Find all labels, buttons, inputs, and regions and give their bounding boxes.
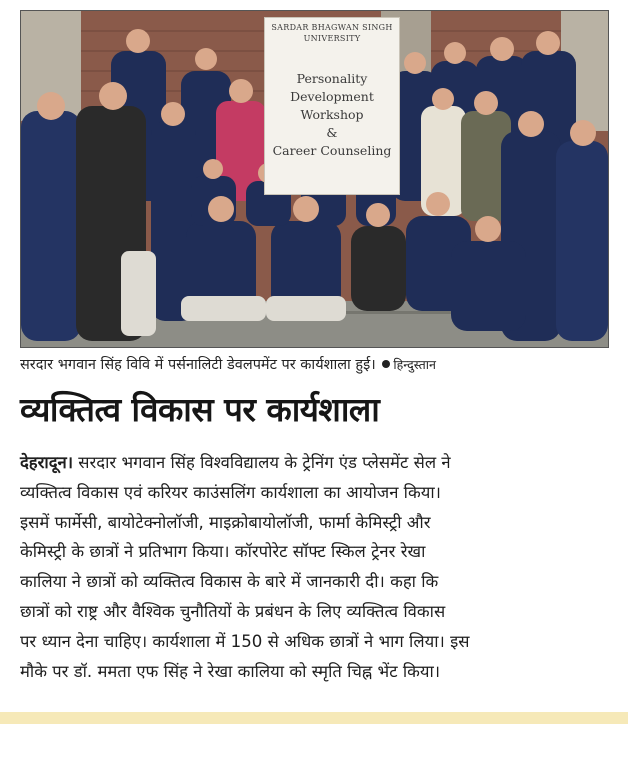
- banner-title: [265, 70, 399, 160]
- article-body: [20, 448, 612, 686]
- banner-line: Development: [290, 89, 374, 104]
- banner-line: Workshop: [300, 107, 364, 122]
- article-line: कालिया ने छात्रों को व्यक्तित्व विकास के बारे में जानकारी दी। कहा कि: [20, 572, 439, 592]
- workshop-banner: [264, 17, 400, 195]
- banner-line: &: [326, 125, 338, 140]
- article-line: व्यक्तित्व विकास एवं करियर काउंसलिंग कार्यशाला का आयोजन किया।: [20, 482, 441, 502]
- dateline: देहरादून।: [20, 453, 74, 472]
- group-photo: [20, 10, 609, 348]
- article-line: मौके पर डॉ. ममता एफ सिंह ने रेखा कालिया को स्मृति चिह्न भेंट किया।: [20, 661, 441, 681]
- banner-line: Personality: [296, 71, 368, 86]
- article-line: [20, 448, 612, 478]
- article-line: छात्रों को राष्ट्र और वैश्विक चुनौतियों के प्रबंधन के लिए व्यक्तित्व विकास: [20, 601, 446, 621]
- article-line: केमिस्ट्री के छात्रों ने प्रतिभाग किया। कॉरपोरेट सॉफ्ट स्किल ट्रेनर रेखा: [20, 542, 426, 562]
- article-text: सरदार भगवान सिंह विश्वविद्यालय के ट्रेनिंग एंड प्लेसमेंट सेल ने: [73, 453, 451, 472]
- article-line: पर ध्यान देना चाहिए। कार्यशाला में 150 से अधिक छात्रों ने भाग लिया। इस: [20, 631, 470, 651]
- article-line: इसमें फार्मेसी, बायोटेक्नोलॉजी, माइक्रोबायोलॉजी, फार्मा केमिस्ट्री और: [20, 512, 431, 532]
- photo-caption: [20, 354, 612, 374]
- photo-credit: हिन्दुस्तान: [393, 357, 436, 372]
- bottom-divider-band: [0, 712, 628, 724]
- bullet-icon: [382, 360, 390, 368]
- article-headline: व्यक्तित्व विकास पर कार्यशाला: [20, 390, 380, 429]
- banner-line: Career Counseling: [272, 143, 392, 158]
- banner-university: SARDAR BHAGWAN SINGH UNIVERSITY: [271, 23, 393, 43]
- caption-text: सरदार भगवान सिंह विवि में पर्सनालिटी डेवलपमेंट पर कार्यशाला हुई।: [20, 357, 376, 373]
